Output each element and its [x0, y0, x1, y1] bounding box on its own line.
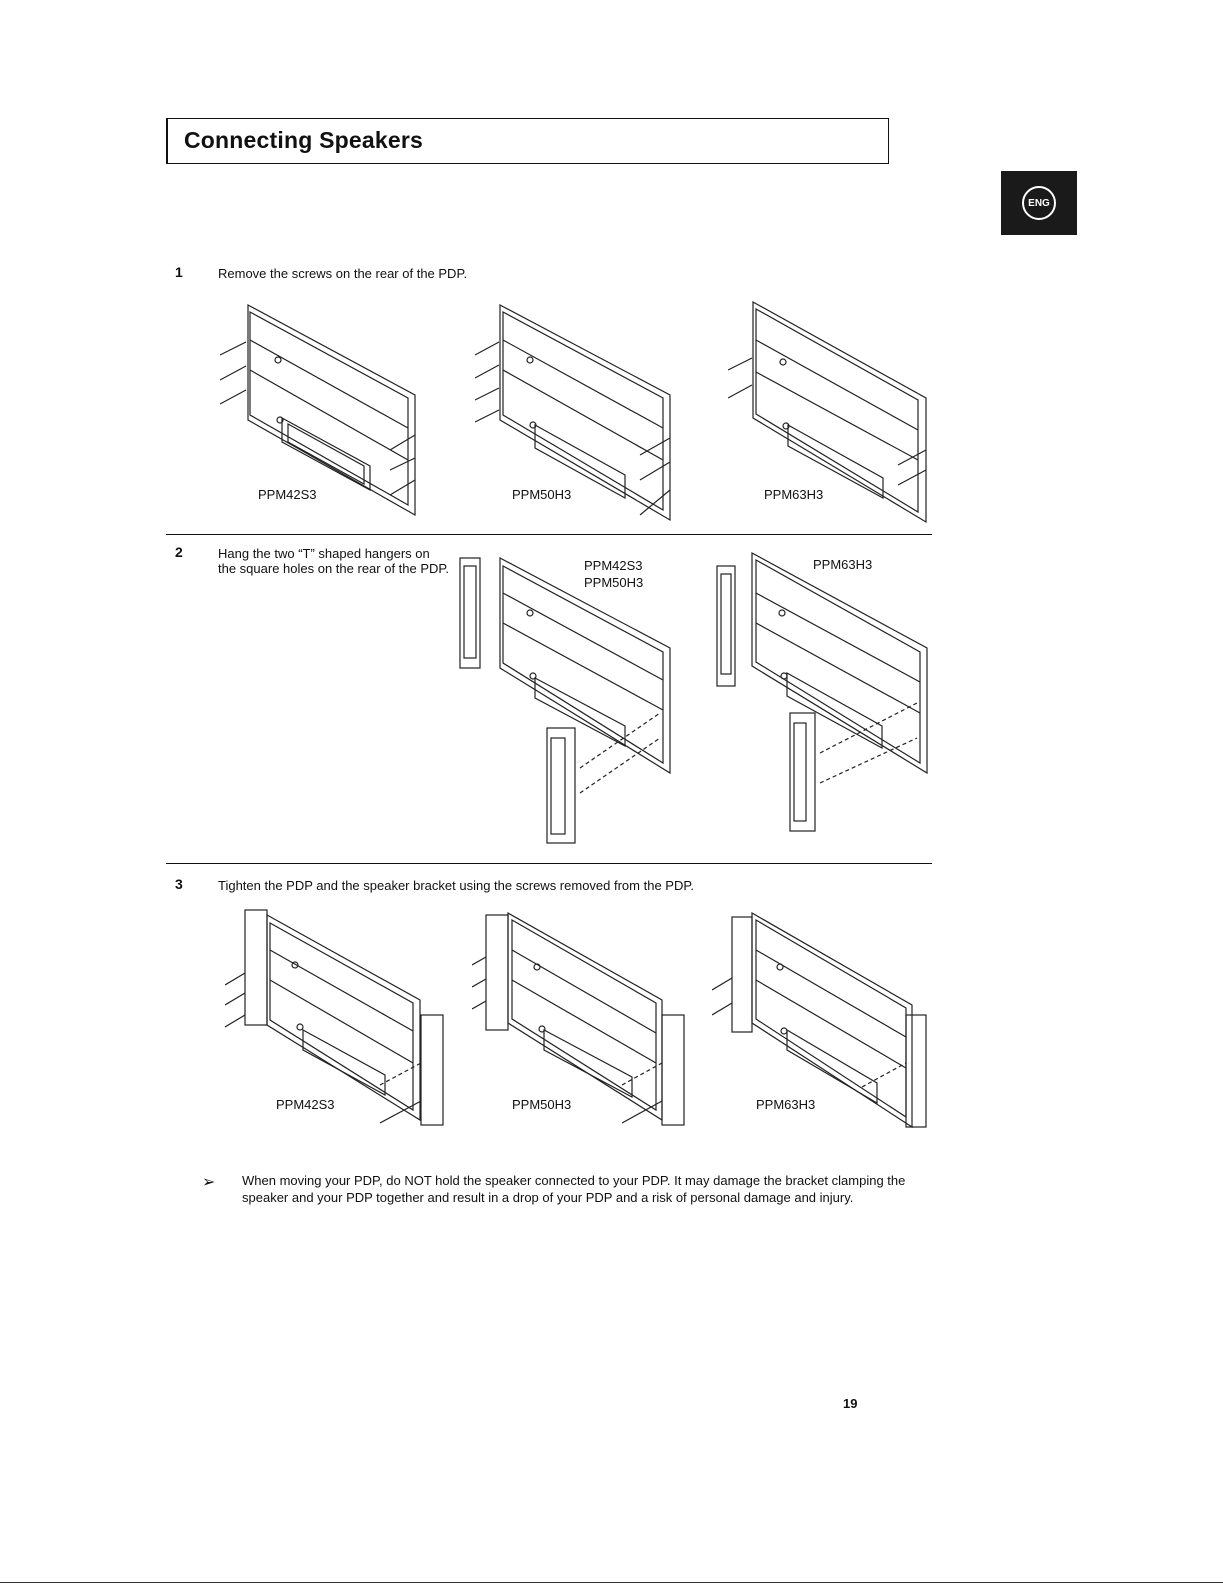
- step2-label-1: [584, 557, 643, 591]
- step1-panel-figure-3: [728, 300, 938, 525]
- step3-panel-figure-1: [225, 905, 450, 1130]
- step-3-text: Tighten the PDP and the speaker bracket using the screws removed from the PDP.: [218, 878, 694, 893]
- bottom-border: [0, 1582, 1223, 1583]
- language-tab: [1001, 171, 1077, 235]
- warning-note: When moving your PDP, do NOT hold the speaker connected to your PDP. It may damage the bracket clamping the speaker and your PDP together and result in a drop of your PDP and a risk of personal damage and injury.: [242, 1173, 906, 1205]
- step-3-number: 3: [175, 876, 183, 892]
- page-number: 19: [843, 1396, 858, 1411]
- language-tab-label: ENG: [1022, 186, 1056, 220]
- step-1-number: 1: [175, 264, 183, 280]
- step2-hanger-figure-1: [455, 548, 680, 848]
- step-1-text: Remove the screws on the rear of the PDP.: [218, 266, 468, 281]
- step2-label-1a: PPM42S3: [584, 558, 643, 573]
- step3-panel-figure-3: [712, 905, 937, 1130]
- step1-panel-figure-1: [220, 300, 430, 520]
- step3-panel-figure-2: [472, 905, 697, 1130]
- note-arrow-icon: ➢: [202, 1174, 216, 1191]
- step3-label-3: PPM63H3: [756, 1097, 816, 1112]
- step2-hanger-figure-2: [712, 548, 937, 838]
- page-title: Connecting Speakers: [184, 127, 423, 153]
- divider-2: [166, 863, 932, 864]
- step3-label-1: PPM42S3: [276, 1097, 335, 1112]
- step2-label-2: PPM63H3: [813, 557, 873, 572]
- divider-1: [166, 534, 932, 535]
- step1-label-1: PPM42S3: [258, 487, 317, 502]
- step-2-number: 2: [175, 544, 183, 560]
- step1-panel-figure-2: [475, 300, 685, 525]
- panel-rear-icon: [220, 305, 415, 515]
- step2-label-1b: PPM50H3: [584, 575, 644, 590]
- step1-label-3: PPM63H3: [764, 487, 824, 502]
- step1-label-2: PPM50H3: [512, 487, 572, 502]
- step3-label-2: PPM50H3: [512, 1097, 572, 1112]
- step-2-text: Hang the two “T” shaped hangers on the square holes on the rear of the PDP.: [218, 546, 450, 576]
